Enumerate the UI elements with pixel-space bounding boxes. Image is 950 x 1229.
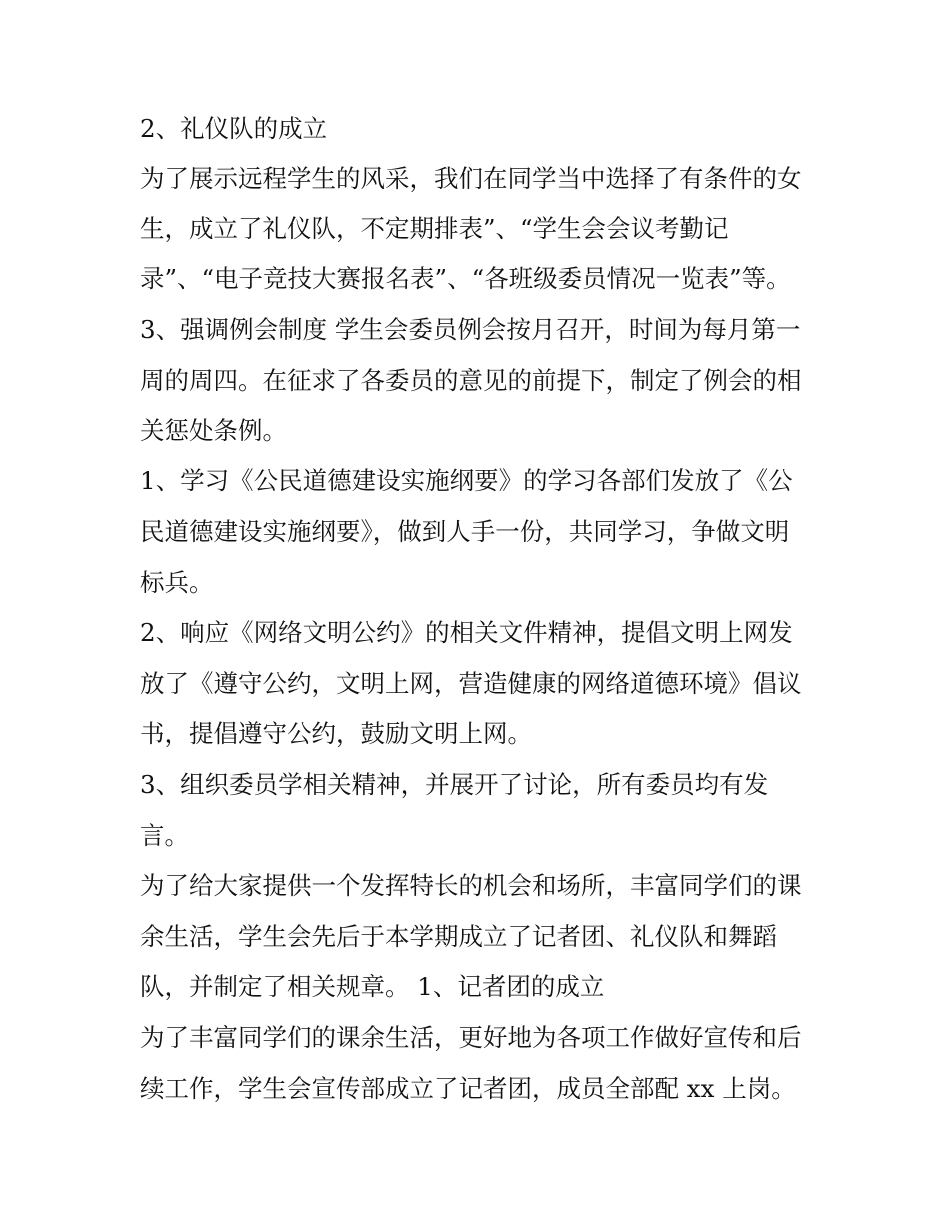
text-line: 队，并制定了相关规章。 1、记者团的成立 [140, 972, 605, 1001]
text-line: 为了给大家提供一个发挥特长的机会和场所，丰富同学们的课 [140, 871, 802, 900]
text-line: 言。 [140, 821, 189, 850]
text-line: 录”、“电子竞技大赛报名表”、“各班级委员情况一览表”等。 [140, 264, 791, 293]
text-line: 生，成立了礼仪队，不定期排表”、“学生会会议考勤记 [140, 214, 729, 243]
text-line: 为了丰富同学们的课余生活，更好地为各项工作做好宣传和后 [140, 1023, 802, 1052]
text-line: 3、组织委员学相关精神，并展开了讨论，所有委员均有发 [140, 770, 769, 799]
text-line: 1、学习《公民道德建设实施纲要》的学习各部们发放了《公 [140, 466, 793, 495]
text-line: 续工作，学生会宣传部成立了记者团，成员全部配 xx 上岗。 [140, 1074, 796, 1103]
text-line: 2、响应《网络文明公约》的相关文件精神，提倡文明上网发 [140, 618, 793, 647]
text-line: 3、强调例会制度 学生会委员例会按月召开，时间为每月第一 [140, 315, 801, 344]
text-line: 标兵。 [140, 568, 214, 597]
text-line: 周的周四。在征求了各委员的意见的前提下，制定了例会的相 [140, 366, 802, 395]
text-line: 2、礼仪队的成立 [140, 114, 328, 143]
text-line: 为了展示远程学生的风采，我们在同学当中选择了有条件的女 [140, 164, 802, 193]
text-line: 民道德建设实施纲要》，做到人手一份，共同学习，争做文明 [140, 517, 790, 546]
text-line: 放了《遵守公约，文明上网，营造健康的网络道德环境》倡议 [140, 669, 802, 698]
text-line: 余生活，学生会先后于本学期成立了记者团、礼仪队和舞蹈 [140, 922, 777, 951]
text-line: 关惩处条例。 [140, 416, 287, 445]
text-line: 书，提倡遵守公约，鼓励文明上网。 [140, 719, 532, 748]
